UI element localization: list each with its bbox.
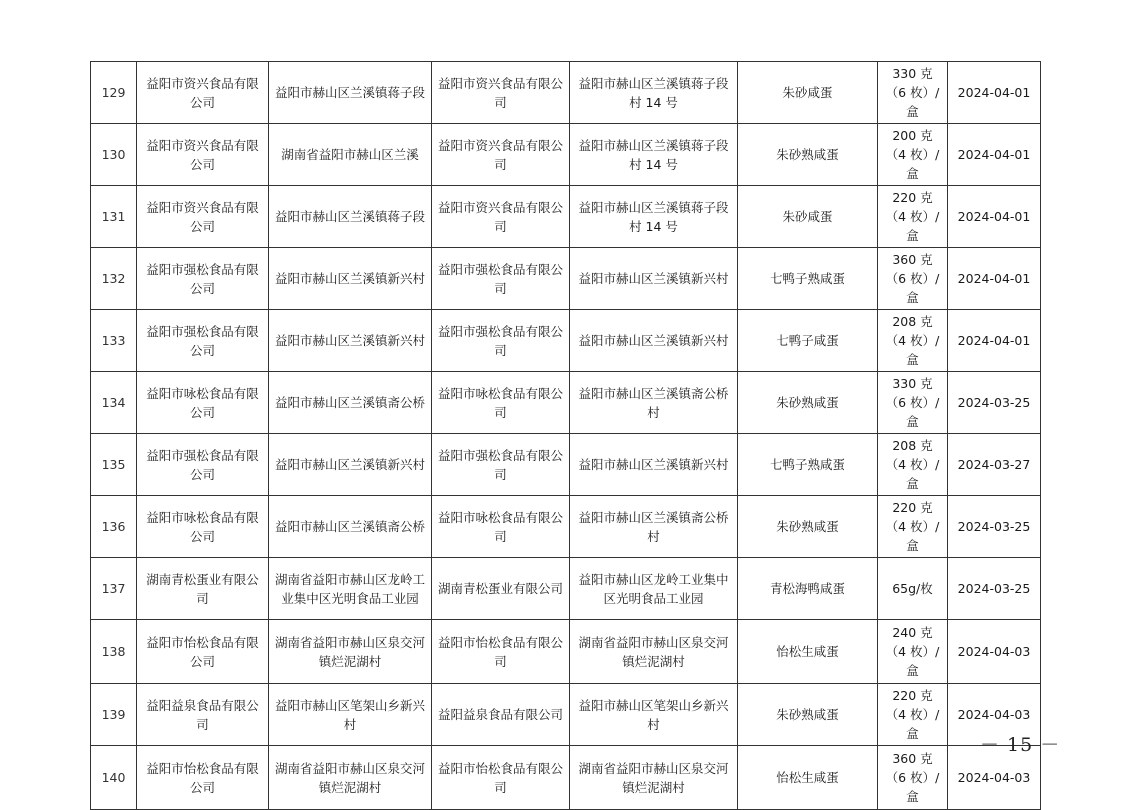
product-name-cell: 青松海鸭咸蛋 [738, 558, 878, 620]
product-name-cell: 七鸭子咸蛋 [738, 310, 878, 372]
row-number-cell: 134 [91, 372, 137, 434]
seller-name-cell: 益阳市资兴食品有限公司 [432, 186, 570, 248]
producer-name-cell: 益阳市怡松食品有限公司 [137, 746, 269, 810]
production-date-cell: 2024-04-01 [948, 124, 1041, 186]
production-date-cell: 2024-04-01 [948, 62, 1041, 124]
product-name-cell: 七鸭子熟咸蛋 [738, 434, 878, 496]
seller-name-cell: 益阳市咏松食品有限公司 [432, 496, 570, 558]
product-spec-cell: 240 克（4 枚）/盒 [878, 620, 948, 684]
seller-name-cell: 益阳市咏松食品有限公司 [432, 372, 570, 434]
seller-name-cell: 益阳市强松食品有限公司 [432, 434, 570, 496]
seller-name-cell: 益阳市强松食品有限公司 [432, 310, 570, 372]
row-number-cell: 129 [91, 62, 137, 124]
production-date-cell: 2024-03-25 [948, 558, 1041, 620]
table-row [91, 248, 1041, 310]
table-row [91, 124, 1041, 186]
table-row [91, 746, 1041, 810]
table-row [91, 62, 1041, 124]
product-name-cell: 朱砂熟咸蛋 [738, 372, 878, 434]
row-number-cell: 137 [91, 558, 137, 620]
producer-address-cell: 湖南省益阳市赫山区泉交河镇烂泥湖村 [269, 620, 432, 684]
row-number-cell: 138 [91, 620, 137, 684]
row-number-cell: 133 [91, 310, 137, 372]
producer-name-cell: 益阳市资兴食品有限公司 [137, 124, 269, 186]
producer-name-cell: 益阳市怡松食品有限公司 [137, 620, 269, 684]
row-number-cell: 140 [91, 746, 137, 810]
table-row [91, 310, 1041, 372]
row-number-cell: 136 [91, 496, 137, 558]
row-number-cell: 139 [91, 684, 137, 746]
producer-name-cell: 益阳市强松食品有限公司 [137, 310, 269, 372]
page-number: － 15 － [980, 734, 1061, 756]
product-spec-cell: 208 克（4 枚）/盒 [878, 434, 948, 496]
table-row [91, 372, 1041, 434]
seller-address-cell: 益阳市赫山区兰溪镇新兴村 [570, 310, 738, 372]
production-date-cell: 2024-04-03 [948, 620, 1041, 684]
sampling-results-table [90, 61, 1041, 810]
product-name-cell: 怡松生咸蛋 [738, 620, 878, 684]
producer-address-cell: 湖南省益阳市赫山区龙岭工业集中区光明食品工业园 [269, 558, 432, 620]
table-row [91, 186, 1041, 248]
production-date-cell: 2024-03-27 [948, 434, 1041, 496]
producer-name-cell: 益阳市资兴食品有限公司 [137, 62, 269, 124]
producer-address-cell: 益阳市赫山区兰溪镇蒋子段 [269, 186, 432, 248]
producer-address-cell: 益阳市赫山区兰溪镇新兴村 [269, 434, 432, 496]
product-spec-cell: 208 克（4 枚）/盒 [878, 310, 948, 372]
product-name-cell: 朱砂熟咸蛋 [738, 124, 878, 186]
production-date-cell: 2024-03-25 [948, 496, 1041, 558]
product-name-cell: 朱砂咸蛋 [738, 62, 878, 124]
producer-address-cell: 益阳市赫山区兰溪镇新兴村 [269, 248, 432, 310]
product-name-cell: 朱砂咸蛋 [738, 186, 878, 248]
production-date-cell: 2024-04-03 [948, 746, 1041, 810]
product-name-cell: 朱砂熟咸蛋 [738, 496, 878, 558]
row-number-cell: 130 [91, 124, 137, 186]
seller-name-cell: 益阳市强松食品有限公司 [432, 248, 570, 310]
seller-name-cell: 湖南青松蛋业有限公司 [432, 558, 570, 620]
product-spec-cell: 200 克（4 枚）/盒 [878, 124, 948, 186]
product-spec-cell: 65g/枚 [878, 558, 948, 620]
table-row [91, 558, 1041, 620]
producer-address-cell: 益阳市赫山区兰溪镇新兴村 [269, 310, 432, 372]
row-number-cell: 131 [91, 186, 137, 248]
producer-address-cell: 湖南省益阳市赫山区泉交河镇烂泥湖村 [269, 746, 432, 810]
producer-name-cell: 益阳市资兴食品有限公司 [137, 186, 269, 248]
production-date-cell: 2024-04-01 [948, 248, 1041, 310]
seller-address-cell: 益阳市赫山区兰溪镇蒋子段村 14 号 [570, 124, 738, 186]
product-spec-cell: 220 克（4 枚）/盒 [878, 684, 948, 746]
product-spec-cell: 360 克（6 枚）/盒 [878, 248, 948, 310]
seller-address-cell: 益阳市赫山区龙岭工业集中区光明食品工业园 [570, 558, 738, 620]
production-date-cell: 2024-04-01 [948, 310, 1041, 372]
producer-address-cell: 益阳市赫山区笔架山乡新兴村 [269, 684, 432, 746]
seller-address-cell: 益阳市赫山区兰溪镇蒋子段村 14 号 [570, 62, 738, 124]
row-number-cell: 135 [91, 434, 137, 496]
product-name-cell: 朱砂熟咸蛋 [738, 684, 878, 746]
seller-name-cell: 益阳市怡松食品有限公司 [432, 620, 570, 684]
product-name-cell: 七鸭子熟咸蛋 [738, 248, 878, 310]
product-name-cell: 怡松生咸蛋 [738, 746, 878, 810]
seller-address-cell: 湖南省益阳市赫山区泉交河镇烂泥湖村 [570, 620, 738, 684]
producer-name-cell: 益阳益泉食品有限公司 [137, 684, 269, 746]
seller-name-cell: 益阳市资兴食品有限公司 [432, 124, 570, 186]
product-spec-cell: 220 克（4 枚）/盒 [878, 496, 948, 558]
producer-address-cell: 益阳市赫山区兰溪镇斋公桥 [269, 496, 432, 558]
seller-address-cell: 益阳市赫山区兰溪镇蒋子段村 14 号 [570, 186, 738, 248]
row-number-cell: 132 [91, 248, 137, 310]
seller-address-cell: 益阳市赫山区笔架山乡新兴村 [570, 684, 738, 746]
table-row [91, 620, 1041, 684]
seller-name-cell: 益阳益泉食品有限公司 [432, 684, 570, 746]
seller-address-cell: 湖南省益阳市赫山区泉交河镇烂泥湖村 [570, 746, 738, 810]
producer-address-cell: 益阳市赫山区兰溪镇斋公桥 [269, 372, 432, 434]
seller-address-cell: 益阳市赫山区兰溪镇新兴村 [570, 248, 738, 310]
seller-name-cell: 益阳市资兴食品有限公司 [432, 62, 570, 124]
table-row [91, 684, 1041, 746]
product-spec-cell: 360 克（6 枚）/盒 [878, 746, 948, 810]
seller-name-cell: 益阳市怡松食品有限公司 [432, 746, 570, 810]
product-spec-cell: 330 克（6 枚）/盒 [878, 62, 948, 124]
production-date-cell: 2024-03-25 [948, 372, 1041, 434]
table-row [91, 434, 1041, 496]
table-row [91, 496, 1041, 558]
producer-name-cell: 湖南青松蛋业有限公司 [137, 558, 269, 620]
production-date-cell: 2024-04-03 [948, 684, 1041, 746]
producer-name-cell: 益阳市强松食品有限公司 [137, 248, 269, 310]
product-spec-cell: 220 克（4 枚）/盒 [878, 186, 948, 248]
seller-address-cell: 益阳市赫山区兰溪镇斋公桥村 [570, 372, 738, 434]
production-date-cell: 2024-04-01 [948, 186, 1041, 248]
producer-name-cell: 益阳市强松食品有限公司 [137, 434, 269, 496]
product-spec-cell: 330 克（6 枚）/盒 [878, 372, 948, 434]
producer-address-cell: 湖南省益阳市赫山区兰溪 [269, 124, 432, 186]
seller-address-cell: 益阳市赫山区兰溪镇新兴村 [570, 434, 738, 496]
producer-name-cell: 益阳市咏松食品有限公司 [137, 372, 269, 434]
producer-name-cell: 益阳市咏松食品有限公司 [137, 496, 269, 558]
seller-address-cell: 益阳市赫山区兰溪镇斋公桥村 [570, 496, 738, 558]
producer-address-cell: 益阳市赫山区兰溪镇蒋子段 [269, 62, 432, 124]
